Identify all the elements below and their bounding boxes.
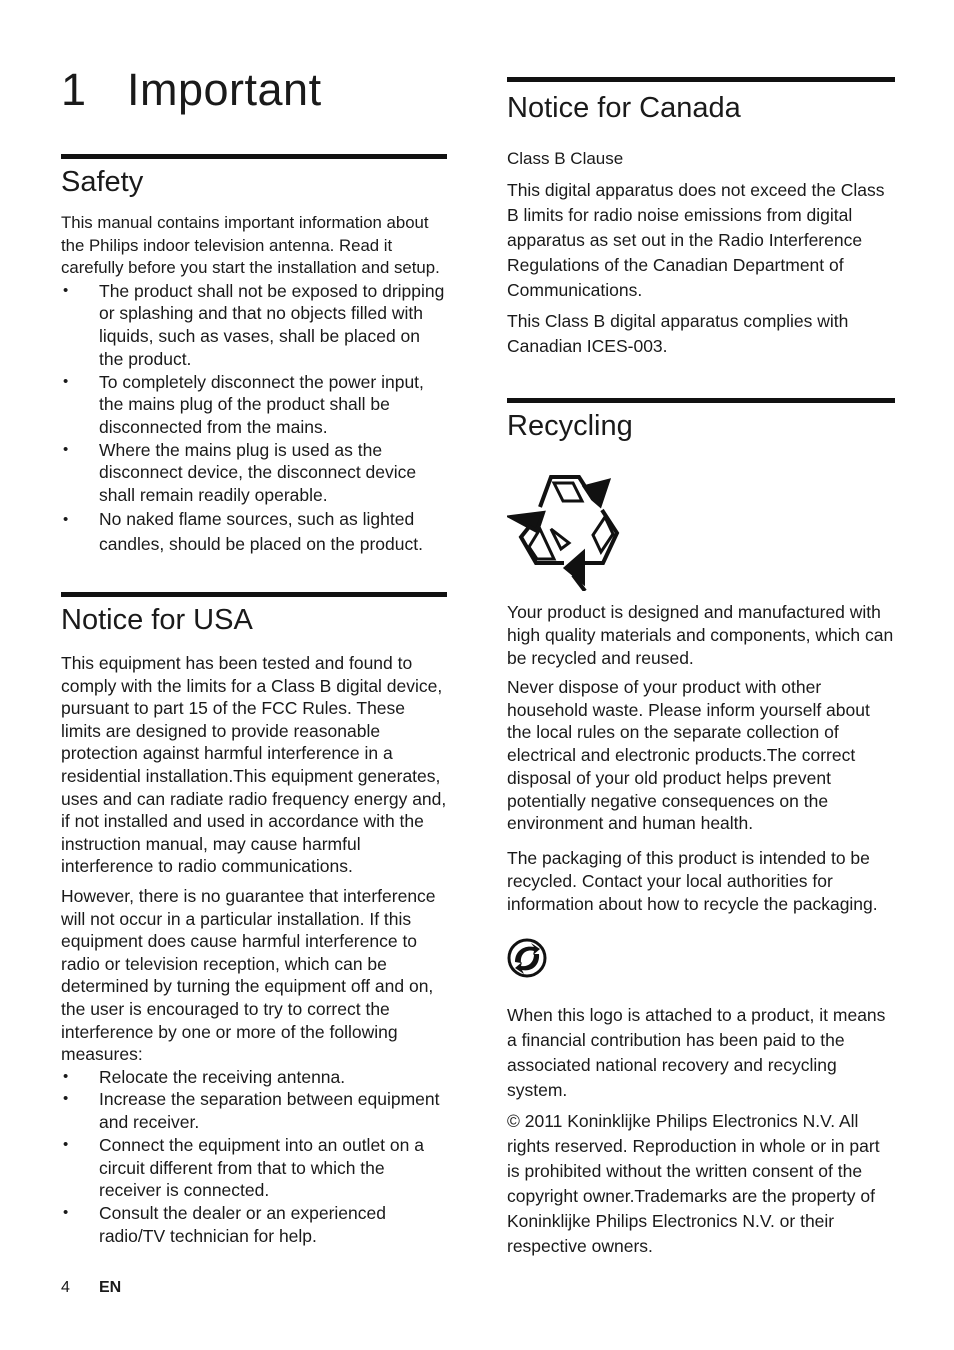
safety-section [61,154,447,557]
recycling-paragraph-4: When this logo is attached to a product, it means a financial contribution has been paid to the associated national recovery and recycling system. [507,1004,886,1100]
usa-paragraph-1: This equipment has been tested and found to comply with the limits for a Class B digital device, pursuant to part 15 of the FCC Rules. These limits are designed to provide reasonable protection against harmful interference in a residential installation.This equipment generates, uses and can radiate radio frequency energy and, if not installed and used in accordance with the instruction manual, may cause harmful interference to radio communications. [61,653,447,877]
recycle-symbol-icon [507,469,627,591]
list-item: • Consult the dealer or an experienced radio/TV technician for help. [61,1202,447,1247]
canada-paragraph-2: This Class B digital apparatus complies with Canadian ICES-003. [507,311,849,356]
copyright-notice: © 2011 Koninklijke Philips Electronics N.V. All rights reserved. Reproduction in whole or in part is prohibited without the written consent of the copyright owner.Trademarks are the property of Koninklijke Philips Electronics N.V. or their respective owners. [507,1110,880,1256]
recycling-paragraph-2: Never dispose of your product with other household waste. Please inform yourself about the local rules on the separate collection of electrical and electronic products.The correct disposal of your old product helps prevent potentially negative consequences on the environment and human health. [507,677,870,834]
list-item: • Connect the equipment into an outlet on a circuit different from that to which the receiver is connected. [61,1134,447,1202]
canada-section [507,77,895,359]
language-code: EN [99,1279,122,1296]
safety-list [61,280,447,557]
page-number: 4 [61,1279,70,1296]
recycling-paragraph-1: Your product is designed and manufactured with high quality materials and components, which can be recycled and reused. [507,602,894,668]
list-item: • To completely disconnect the power input, the mains plug of the product shall be disconnected from the mains. [61,371,447,439]
chapter-title-text: Important [127,64,322,115]
canada-paragraph-1: This digital apparatus does not exceed the Class B limits for radio noise emissions from digital apparatus as set out in the Radio Interference Regulations of the Canadian Department of Communications. [507,180,885,300]
chapter-title [61,64,322,116]
section-rule [507,77,895,82]
list-item: • Increase the separation between equipment and receiver. [61,1088,447,1133]
list-item: • Relocate the receiving antenna. [61,1066,447,1089]
page-footer [61,1279,121,1297]
chapter-number: 1 [61,64,87,115]
recycling-title: Recycling [507,410,633,442]
section-rule [61,154,447,159]
list-item: • Where the mains plug is used as the disconnect device, the disconnect device shall remain readily operable. [61,439,447,507]
usa-list [61,1066,447,1248]
list-item: • The product shall not be exposed to dripping or splashing and that no objects filled with liquids, such as vases, shall be placed on the product. [61,280,447,371]
recycling-paragraph-3: The packaging of this product is intended to be recycled. Contact your local authorities for information about how to recycle the packaging. [507,847,878,914]
section-rule [507,398,895,403]
safety-intro: This manual contains important information about the Philips indoor television antenna. Read it carefully before you start the installation and setup. [61,213,440,278]
list-item: • No naked flame sources, such as lighted candles, should be placed on the product. [61,507,447,557]
usa-paragraph-2: However, there is no guarantee that interference will not occur in a particular installation. If this equipment does cause harmful interference to radio or television reception, which can be determined by turning the equipment off and on, the user is encouraged to try to correct the interference by one or more of the following measures: [61,885,436,1065]
recycling-section [507,398,895,1259]
canada-title: Notice for Canada [507,92,741,124]
section-rule [61,592,447,597]
green-dot-logo-icon [507,938,547,978]
usa-section [61,592,447,1247]
usa-title: Notice for USA [61,604,253,636]
canada-subtitle: Class B Clause [507,149,624,168]
safety-title: Safety [61,166,144,198]
